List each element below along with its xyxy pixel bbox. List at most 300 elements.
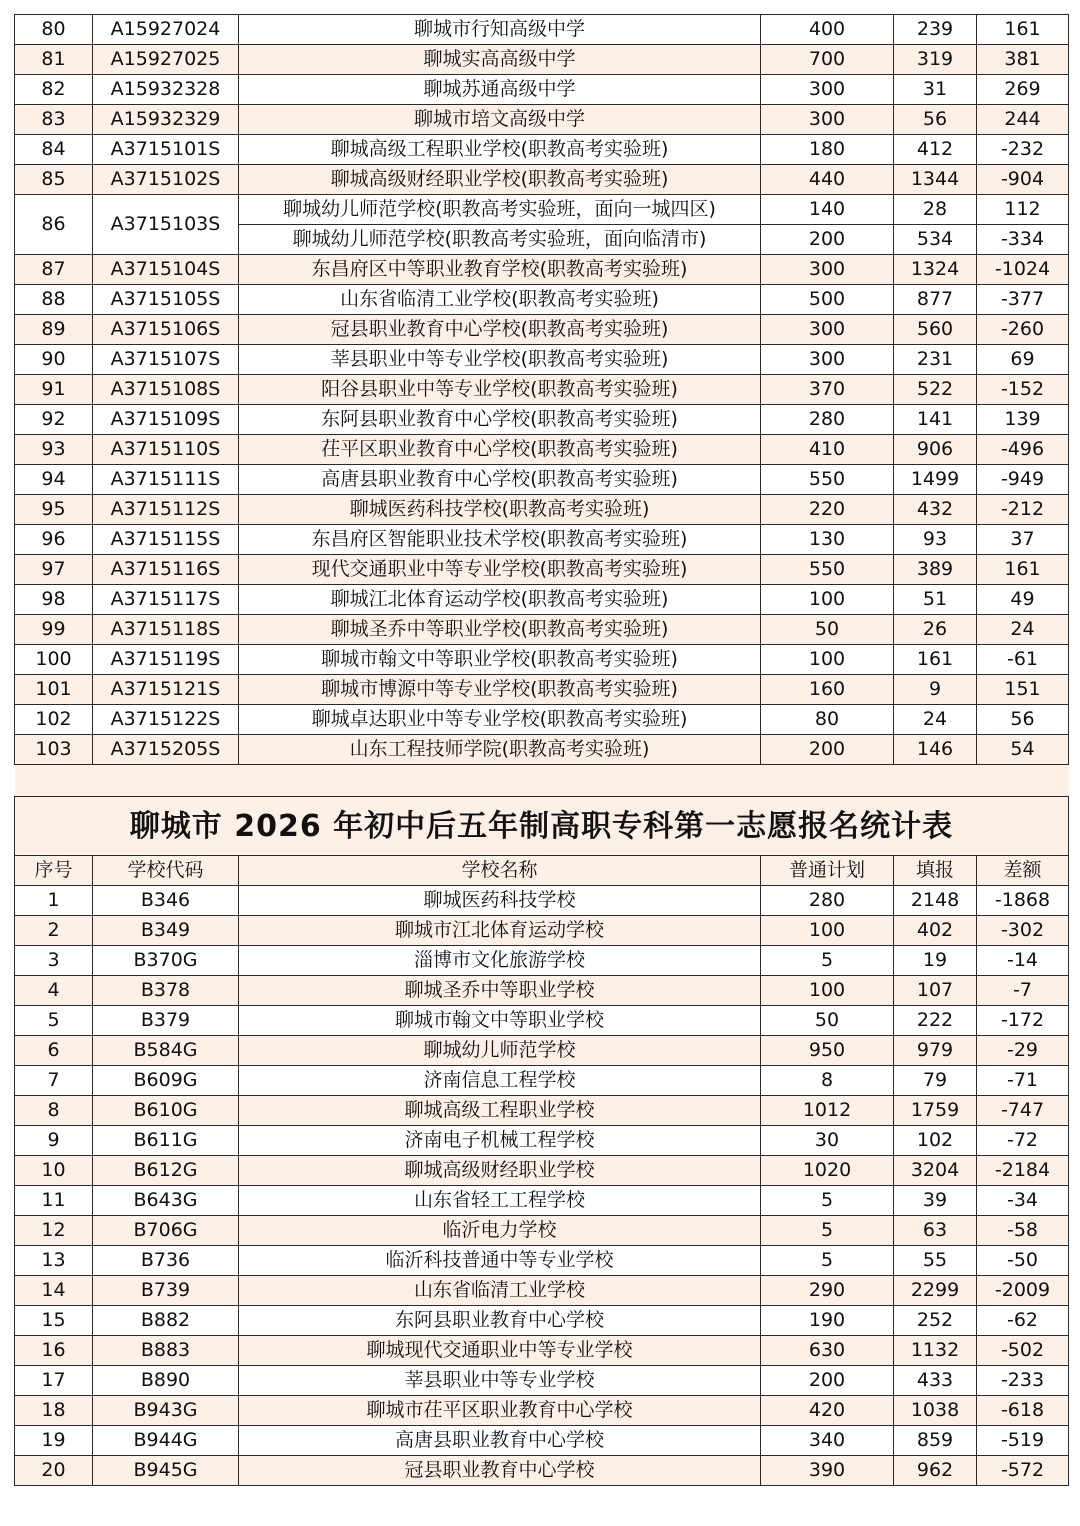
cell-plan: 390	[761, 1456, 894, 1486]
cell-code: B584G	[93, 1036, 239, 1066]
cell-seq: 9	[15, 1126, 93, 1156]
cell-fill: 51	[894, 585, 977, 615]
cell-name: 东阿县职业教育中心学校(职教高考实验班)	[239, 405, 761, 435]
cell-diff: -233	[977, 1366, 1069, 1396]
cell-code: A3715112S	[93, 495, 239, 525]
cell-diff: 54	[977, 735, 1069, 765]
cell-diff: -58	[977, 1216, 1069, 1246]
cell-fill: 979	[894, 1036, 977, 1066]
table-row	[15, 1186, 1069, 1216]
table-row	[15, 705, 1069, 735]
cell-fill: 63	[894, 1216, 977, 1246]
cell-name: 山东省轻工工程学校	[239, 1186, 761, 1216]
cell-fill: 31	[894, 75, 977, 105]
table-row	[15, 375, 1069, 405]
table-row	[15, 916, 1069, 946]
cell-seq: 93	[15, 435, 93, 465]
cell-seq: 101	[15, 675, 93, 705]
cell-seq: 15	[15, 1306, 93, 1336]
cell-name: 东阿县职业教育中心学校	[239, 1306, 761, 1336]
table-row	[15, 1216, 1069, 1246]
table-b-section	[15, 765, 1069, 886]
cell-fill: 102	[894, 1126, 977, 1156]
cell-seq: 91	[15, 375, 93, 405]
header-name: 学校名称	[239, 856, 761, 886]
cell-plan: 100	[761, 585, 894, 615]
cell-diff: -334	[977, 225, 1069, 255]
cell-code: A3715116S	[93, 555, 239, 585]
cell-name: 聊城市翰文中等职业学校	[239, 1006, 761, 1036]
cell-diff: -747	[977, 1096, 1069, 1126]
table-row	[15, 285, 1069, 315]
table-row	[15, 345, 1069, 375]
cell-diff: 161	[977, 15, 1069, 45]
cell-name: 聊城幼儿师范学校	[239, 1036, 761, 1066]
cell-diff: -61	[977, 645, 1069, 675]
cell-seq: 16	[15, 1336, 93, 1366]
cell-plan: 420	[761, 1396, 894, 1426]
cell-code: A3715101S	[93, 135, 239, 165]
cell-fill: 402	[894, 916, 977, 946]
table-row	[15, 165, 1069, 195]
cell-fill: 252	[894, 1306, 977, 1336]
table-row	[15, 45, 1069, 75]
table-row	[15, 1366, 1069, 1396]
cell-code: B706G	[93, 1216, 239, 1246]
cell-diff: 69	[977, 345, 1069, 375]
cell-code: B349	[93, 916, 239, 946]
cell-plan: 200	[761, 225, 894, 255]
cell-name: 聊城高级工程职业学校(职教高考实验班)	[239, 135, 761, 165]
cell-name: 聊城医药科技学校	[239, 886, 761, 916]
cell-diff: 112	[977, 195, 1069, 225]
cell-seq: 85	[15, 165, 93, 195]
cell-diff: -1024	[977, 255, 1069, 285]
cell-diff: 151	[977, 675, 1069, 705]
cell-fill: 24	[894, 705, 977, 735]
cell-diff: -377	[977, 285, 1069, 315]
cell-seq: 19	[15, 1426, 93, 1456]
cell-fill: 1132	[894, 1336, 977, 1366]
cell-plan: 300	[761, 315, 894, 345]
table-row	[15, 1276, 1069, 1306]
table-b-title: 聊城市 2026 年初中后五年制高职专科第一志愿报名统计表	[15, 797, 1069, 856]
table-row	[15, 1456, 1069, 1486]
cell-fill: 2299	[894, 1276, 977, 1306]
cell-seq: 1	[15, 886, 93, 916]
cell-plan: 220	[761, 495, 894, 525]
cell-plan: 50	[761, 615, 894, 645]
cell-name: 东昌府区智能职业技术学校(职教高考实验班)	[239, 525, 761, 555]
cell-seq: 2	[15, 916, 93, 946]
cell-plan: 700	[761, 45, 894, 75]
cell-diff: -1868	[977, 886, 1069, 916]
cell-code: A3715122S	[93, 705, 239, 735]
cell-code: A3715119S	[93, 645, 239, 675]
cell-fill: 906	[894, 435, 977, 465]
cell-code: A3715109S	[93, 405, 239, 435]
header-code: 学校代码	[93, 856, 239, 886]
cell-plan: 300	[761, 255, 894, 285]
cell-diff: -152	[977, 375, 1069, 405]
cell-code: A3715111S	[93, 465, 239, 495]
cell-plan: 340	[761, 1426, 894, 1456]
cell-code: B379	[93, 1006, 239, 1036]
cell-plan: 180	[761, 135, 894, 165]
cell-code: B739	[93, 1276, 239, 1306]
table-row	[15, 1126, 1069, 1156]
cell-diff: -572	[977, 1456, 1069, 1486]
cell-seq: 92	[15, 405, 93, 435]
cell-diff: 24	[977, 615, 1069, 645]
cell-fill: 239	[894, 15, 977, 45]
cell-plan: 80	[761, 705, 894, 735]
cell-fill: 107	[894, 976, 977, 1006]
cell-code: A15927024	[93, 15, 239, 45]
cell-diff: -949	[977, 465, 1069, 495]
cell-plan: 5	[761, 1246, 894, 1276]
cell-diff: -50	[977, 1246, 1069, 1276]
cell-code: A3715110S	[93, 435, 239, 465]
cell-name: 聊城市茌平区职业教育中心学校	[239, 1396, 761, 1426]
cell-name: 莘县职业中等专业学校	[239, 1366, 761, 1396]
spacer-row	[15, 765, 1069, 797]
table-row	[15, 105, 1069, 135]
cell-code: A3715103S	[93, 195, 239, 255]
cell-plan: 300	[761, 345, 894, 375]
cell-name: 冠县职业教育中心学校	[239, 1456, 761, 1486]
cell-name: 聊城高级财经职业学校(职教高考实验班)	[239, 165, 761, 195]
cell-code: A15932328	[93, 75, 239, 105]
table-row	[15, 1066, 1069, 1096]
table-row	[15, 195, 1069, 225]
cell-seq: 97	[15, 555, 93, 585]
cell-fill: 962	[894, 1456, 977, 1486]
cell-plan: 280	[761, 405, 894, 435]
cell-plan: 200	[761, 735, 894, 765]
cell-code: B883	[93, 1336, 239, 1366]
cell-fill: 1499	[894, 465, 977, 495]
cell-plan: 8	[761, 1066, 894, 1096]
cell-name: 高唐县职业教育中心学校	[239, 1426, 761, 1456]
table-row	[15, 435, 1069, 465]
cell-code: B890	[93, 1366, 239, 1396]
cell-fill: 3204	[894, 1156, 977, 1186]
cell-plan: 30	[761, 1126, 894, 1156]
table-row	[15, 525, 1069, 555]
cell-plan: 190	[761, 1306, 894, 1336]
cell-code: A3715102S	[93, 165, 239, 195]
table-row	[15, 1336, 1069, 1366]
table-row	[15, 1396, 1069, 1426]
cell-seq: 13	[15, 1246, 93, 1276]
table-row	[15, 15, 1069, 45]
cell-seq: 18	[15, 1396, 93, 1426]
cell-plan: 630	[761, 1336, 894, 1366]
cell-fill: 28	[894, 195, 977, 225]
table-a-body	[15, 15, 1069, 765]
cell-plan: 300	[761, 105, 894, 135]
cell-plan: 410	[761, 435, 894, 465]
cell-name: 聊城圣乔中等职业学校(职教高考实验班)	[239, 615, 761, 645]
cell-code: B346	[93, 886, 239, 916]
table-row	[15, 405, 1069, 435]
cell-diff: -232	[977, 135, 1069, 165]
cell-name: 聊城苏通高级中学	[239, 75, 761, 105]
cell-seq: 11	[15, 1186, 93, 1216]
table-row	[15, 555, 1069, 585]
cell-name: 临沂科技普通中等专业学校	[239, 1246, 761, 1276]
cell-fill: 560	[894, 315, 977, 345]
cell-fill: 433	[894, 1366, 977, 1396]
cell-code: A3715106S	[93, 315, 239, 345]
cell-code: B643G	[93, 1186, 239, 1216]
cell-name: 现代交通职业中等专业学校(职教高考实验班)	[239, 555, 761, 585]
table-row	[15, 675, 1069, 705]
cell-code: B609G	[93, 1066, 239, 1096]
cell-seq: 94	[15, 465, 93, 495]
cell-fill: 877	[894, 285, 977, 315]
table-b-header-row	[15, 856, 1069, 886]
table-row	[15, 255, 1069, 285]
cell-seq: 88	[15, 285, 93, 315]
cell-seq: 99	[15, 615, 93, 645]
header-seq: 序号	[15, 856, 93, 886]
cell-diff: 269	[977, 75, 1069, 105]
cell-diff: -34	[977, 1186, 1069, 1216]
cell-name: 聊城市江北体育运动学校	[239, 916, 761, 946]
table-row	[15, 135, 1069, 165]
cell-code: B944G	[93, 1426, 239, 1456]
cell-code: A3715107S	[93, 345, 239, 375]
cell-seq: 3	[15, 946, 93, 976]
cell-seq: 80	[15, 15, 93, 45]
cell-fill: 222	[894, 1006, 977, 1036]
cell-fill: 2148	[894, 886, 977, 916]
cell-fill: 1759	[894, 1096, 977, 1126]
cell-name: 茌平区职业教育中心学校(职教高考实验班)	[239, 435, 761, 465]
cell-diff: 56	[977, 705, 1069, 735]
cell-diff: -2009	[977, 1276, 1069, 1306]
cell-name: 东昌府区中等职业教育学校(职教高考实验班)	[239, 255, 761, 285]
cell-diff: -71	[977, 1066, 1069, 1096]
cell-name: 聊城市培文高级中学	[239, 105, 761, 135]
cell-plan: 400	[761, 15, 894, 45]
cell-name: 山东省临清工业学校	[239, 1276, 761, 1306]
cell-diff: -72	[977, 1126, 1069, 1156]
cell-code: A15927025	[93, 45, 239, 75]
table-row	[15, 976, 1069, 1006]
cell-name: 山东省临清工业学校(职教高考实验班)	[239, 285, 761, 315]
cell-name: 高唐县职业教育中心学校(职教高考实验班)	[239, 465, 761, 495]
cell-seq: 14	[15, 1276, 93, 1306]
cell-code: B943G	[93, 1396, 239, 1426]
cell-plan: 290	[761, 1276, 894, 1306]
cell-diff: -496	[977, 435, 1069, 465]
cell-fill: 1344	[894, 165, 977, 195]
cell-seq: 98	[15, 585, 93, 615]
cell-diff: 244	[977, 105, 1069, 135]
cell-plan: 5	[761, 946, 894, 976]
cell-seq: 87	[15, 255, 93, 285]
table-row	[15, 1306, 1069, 1336]
table-row	[15, 1426, 1069, 1456]
cell-plan: 550	[761, 465, 894, 495]
cell-fill: 56	[894, 105, 977, 135]
table-row	[15, 315, 1069, 345]
cell-diff: 49	[977, 585, 1069, 615]
cell-fill: 146	[894, 735, 977, 765]
cell-fill: 161	[894, 645, 977, 675]
cell-diff: -2184	[977, 1156, 1069, 1186]
cell-diff: -14	[977, 946, 1069, 976]
cell-fill: 319	[894, 45, 977, 75]
cell-diff: -618	[977, 1396, 1069, 1426]
cell-diff: -260	[977, 315, 1069, 345]
cell-code: B882	[93, 1306, 239, 1336]
cell-seq: 83	[15, 105, 93, 135]
cell-seq: 100	[15, 645, 93, 675]
cell-name: 聊城幼儿师范学校(职教高考实验班，面向一城四区)	[239, 195, 761, 225]
cell-plan: 280	[761, 886, 894, 916]
cell-seq: 89	[15, 315, 93, 345]
cell-diff: -502	[977, 1336, 1069, 1366]
cell-fill: 231	[894, 345, 977, 375]
table-row	[15, 1246, 1069, 1276]
cell-diff: -7	[977, 976, 1069, 1006]
cell-fill: 55	[894, 1246, 977, 1276]
cell-fill: 79	[894, 1066, 977, 1096]
cell-code: B370G	[93, 946, 239, 976]
cell-code: A15932329	[93, 105, 239, 135]
table-row	[15, 495, 1069, 525]
table-b-body	[15, 886, 1069, 1486]
cell-seq: 8	[15, 1096, 93, 1126]
cell-code: B736	[93, 1246, 239, 1276]
cell-seq: 81	[15, 45, 93, 75]
cell-plan: 950	[761, 1036, 894, 1066]
cell-code: A3715205S	[93, 735, 239, 765]
cell-name: 冠县职业教育中心学校(职教高考实验班)	[239, 315, 761, 345]
table-row	[15, 1096, 1069, 1126]
cell-code: B612G	[93, 1156, 239, 1186]
cell-name: 济南信息工程学校	[239, 1066, 761, 1096]
cell-fill: 19	[894, 946, 977, 976]
cell-seq: 90	[15, 345, 93, 375]
cell-plan: 440	[761, 165, 894, 195]
table-row	[15, 465, 1069, 495]
cell-name: 聊城高级财经职业学校	[239, 1156, 761, 1186]
table-row	[15, 75, 1069, 105]
cell-name: 聊城实高高级中学	[239, 45, 761, 75]
cell-diff: -29	[977, 1036, 1069, 1066]
cell-name: 阳谷县职业中等专业学校(职教高考实验班)	[239, 375, 761, 405]
cell-plan: 1020	[761, 1156, 894, 1186]
cell-name: 山东工程技师学院(职教高考实验班)	[239, 735, 761, 765]
cell-plan: 500	[761, 285, 894, 315]
cell-name: 聊城卓达职业中等专业学校(职教高考实验班)	[239, 705, 761, 735]
cell-name: 聊城现代交通职业中等专业学校	[239, 1336, 761, 1366]
cell-seq: 84	[15, 135, 93, 165]
cell-code: A3715115S	[93, 525, 239, 555]
cell-name: 临沂电力学校	[239, 1216, 761, 1246]
cell-plan: 140	[761, 195, 894, 225]
cell-seq: 5	[15, 1006, 93, 1036]
cell-plan: 550	[761, 555, 894, 585]
cell-name: 聊城市行知高级中学	[239, 15, 761, 45]
cell-plan: 130	[761, 525, 894, 555]
cell-fill: 412	[894, 135, 977, 165]
header-fill: 填报	[894, 856, 977, 886]
cell-seq: 7	[15, 1066, 93, 1096]
cell-diff: 37	[977, 525, 1069, 555]
cell-seq: 82	[15, 75, 93, 105]
cell-diff: -212	[977, 495, 1069, 525]
cell-name: 聊城幼儿师范学校(职教高考实验班，面向临清市)	[239, 225, 761, 255]
cell-fill: 522	[894, 375, 977, 405]
cell-plan: 100	[761, 976, 894, 1006]
table-b-title-row	[15, 797, 1069, 856]
cell-seq: 102	[15, 705, 93, 735]
cell-plan: 5	[761, 1186, 894, 1216]
cell-code: A3715105S	[93, 285, 239, 315]
cell-seq: 103	[15, 735, 93, 765]
cell-name: 聊城圣乔中等职业学校	[239, 976, 761, 1006]
cell-code: B378	[93, 976, 239, 1006]
table-row	[15, 946, 1069, 976]
cell-name: 聊城江北体育运动学校(职教高考实验班)	[239, 585, 761, 615]
cell-plan: 5	[761, 1216, 894, 1246]
table-row	[15, 886, 1069, 916]
cell-plan: 1012	[761, 1096, 894, 1126]
table-row	[15, 645, 1069, 675]
cell-fill: 859	[894, 1426, 977, 1456]
cell-plan: 160	[761, 675, 894, 705]
cell-diff: 139	[977, 405, 1069, 435]
table-row	[15, 1006, 1069, 1036]
cell-fill: 39	[894, 1186, 977, 1216]
cell-name: 淄博市文化旅游学校	[239, 946, 761, 976]
cell-seq: 12	[15, 1216, 93, 1246]
cell-code: A3715121S	[93, 675, 239, 705]
table-row	[15, 735, 1069, 765]
cell-plan: 50	[761, 1006, 894, 1036]
cell-plan: 200	[761, 1366, 894, 1396]
cell-diff: -62	[977, 1306, 1069, 1336]
cell-name: 济南电子机械工程学校	[239, 1126, 761, 1156]
cell-fill: 534	[894, 225, 977, 255]
cell-fill: 432	[894, 495, 977, 525]
cell-plan: 100	[761, 916, 894, 946]
cell-seq: 20	[15, 1456, 93, 1486]
cell-fill: 389	[894, 555, 977, 585]
cell-code: A3715108S	[93, 375, 239, 405]
cell-diff: 381	[977, 45, 1069, 75]
stats-document	[14, 14, 1068, 1486]
cell-diff: -904	[977, 165, 1069, 195]
cell-code: B611G	[93, 1126, 239, 1156]
cell-name: 聊城市翰文中等职业学校(职教高考实验班)	[239, 645, 761, 675]
cell-plan: 300	[761, 75, 894, 105]
cell-seq: 4	[15, 976, 93, 1006]
cell-fill: 26	[894, 615, 977, 645]
cell-seq: 95	[15, 495, 93, 525]
cell-fill: 1038	[894, 1396, 977, 1426]
cell-fill: 1324	[894, 255, 977, 285]
cell-seq: 10	[15, 1156, 93, 1186]
cell-plan: 370	[761, 375, 894, 405]
cell-diff: 161	[977, 555, 1069, 585]
